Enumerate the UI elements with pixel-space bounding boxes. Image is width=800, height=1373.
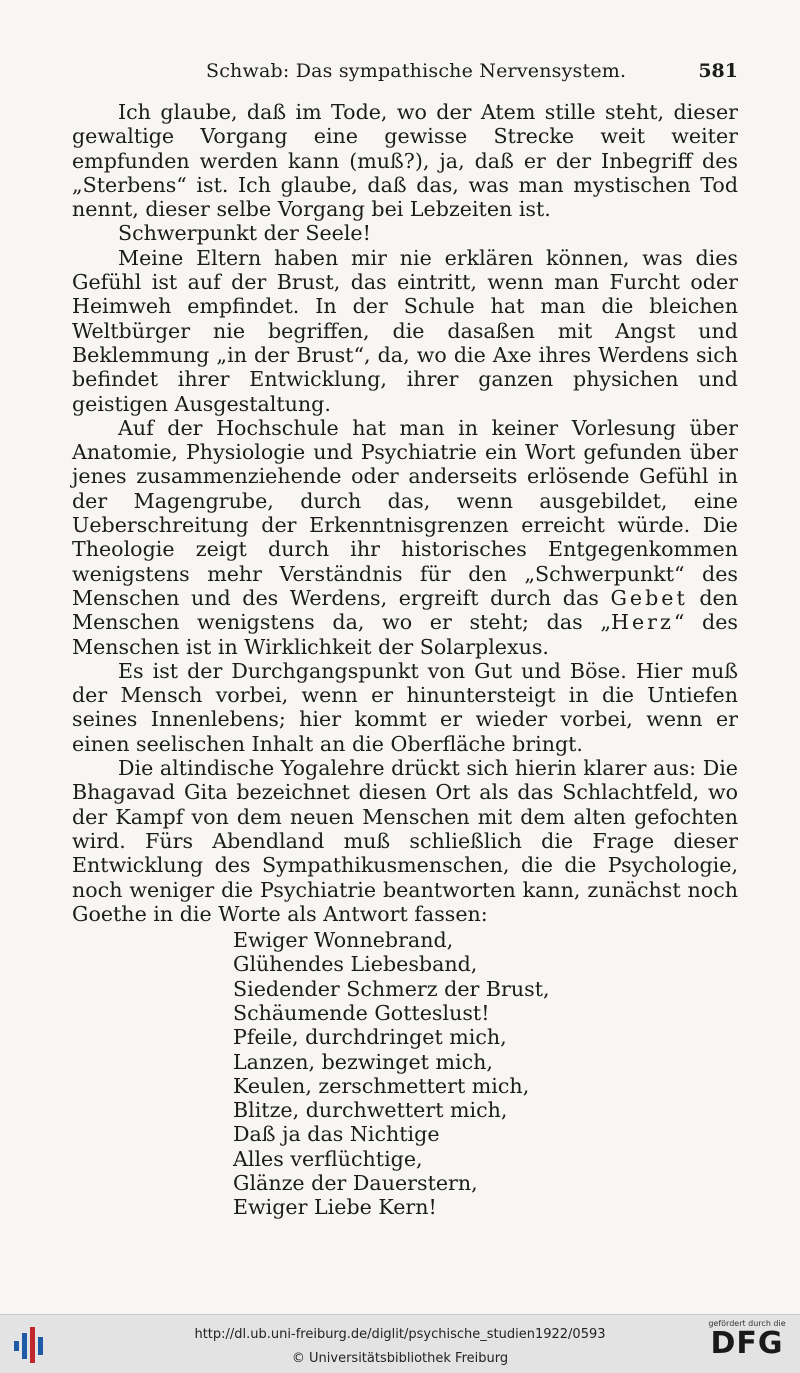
paragraph-text: Auf der Hochschule hat man in keiner Vorlesung über Anatomie, Physiologie und Psychiatrie ein Wort gefunden über jenes zusammenziehende oder anderseits erlösende Gefühl in der Magengrube, durch das, wenn ausgebildet, eine Ueberschreitung der Erkenntnisgrenzen erreicht würde. Die Theologie zeigt durch ihr historisches Entgegenkommen wenigstens mehr Verständnis für den „Schwerpunkt“ des Menschen und des Werdens, ergreift durch das [72,415,738,610]
emphasis-spaced-gebet: Gebet [610,585,688,610]
paragraph: Es ist der Durchgangspunkt von Gut und Böse. Hier muß der Mensch vorbei, wenn er hinuntersteigt in die Untiefen seines Innenlebens; hier kommt er wieder vorbei, wenn er einen seelischen Inhalt an die Oberfläche bringt. [72,658,738,756]
poem-line: Daß ja das Nichtige [233,1122,440,1147]
poem-line: Ewiger Wonnebrand, [233,928,454,953]
poem-line: Siedender Schmerz der Brust, [233,976,550,1001]
paragraph-text: den Menschen wenigstens da, wo er steht; das „ [72,585,739,635]
dfg-logo: DFG [710,1326,784,1361]
dfg-funding-badge [704,1319,790,1369]
paragraph-text: “ des Menschen ist in Wirklichkeit der Solarplexus. [72,610,738,659]
copyright-notice: © Universitätsbibliothek Freiburg [291,1351,509,1366]
poem-line: Alles verflüchtige, [233,1146,423,1171]
poem-line: Glänze der Dauerstern, [233,1171,478,1196]
emphasis-spaced-herz: Herz [611,610,674,635]
paragraph: Ich glaube, daß im Tode, wo der Atem stille steht, dieser gewaltige Vorgang eine gewisse Strecke weit weiter empfunden werden kann (muß?), ja, daß er der Inbegriff des „Sterbens“ ist. Ich glaube, daß das, was man mystischen Tod nennt, dieser selbe Vorgang bei Lebzeiten ist. [72,100,738,222]
body-text [72,100,738,1220]
goethe-poem [233,928,738,1220]
poem-line: Schäumende Gotteslust! [233,1000,490,1025]
poem-line: Keulen, zerschmettert mich, [233,1073,530,1098]
poem-line: Pfeile, durchdringet mich, [233,1025,507,1050]
poem-line: Blitze, durchwettert mich, [233,1098,508,1123]
paragraph: Meine Eltern haben mir nie erklären können, was dies Gefühl ist auf der Brust, das eintritt, wenn man Furcht oder Heimweh empfindet. In der Schule hat man die bleichen Weltbürger nie begriffen, die dasaßen mit Angst und Beklemmung „in der Brust“, da, wo die Axe ihres Werdens sich befindet ihrer Entwicklung, ihrer ganzen physichen und geistigen Ausgestaltung. [72,245,738,416]
poem-line: Lanzen, bezwinget mich, [233,1049,493,1074]
viewer-footer [0,1314,800,1373]
running-head-title: Schwab: Das sympathische Nervensystem. [206,60,627,82]
paragraph [72,416,738,659]
running-head [72,60,738,90]
dfg-note: gefördert durch die [708,1319,786,1328]
paragraph: Die altindische Yogalehre drückt sich hierin klarer aus: Die Bhagavad Gita bezeichnet diesen Ort als das Schlachtfeld, wo der Kampf von dem neuen Menschen mit dem alten gefochten wird. Fürs Abendland muß schließlich die Frage dieser Entwicklung des Sympathikusmenschen, die die Psychologie, noch weniger die Psychiatrie beantworten kann, zunächst noch Goethe in die Worte als Antwort fassen: [72,756,738,926]
poem-line: Ewiger Liebe Kern! [233,1195,437,1220]
poem-line: Glühendes Liebesband, [233,952,478,977]
page-number: 581 [698,60,738,82]
paragraph: Schwerpunkt der Seele! [118,221,371,246]
permalink-url[interactable]: http://dl.ub.uni-freiburg.de/diglit/psychische_studien1922/0593 [194,1327,606,1342]
